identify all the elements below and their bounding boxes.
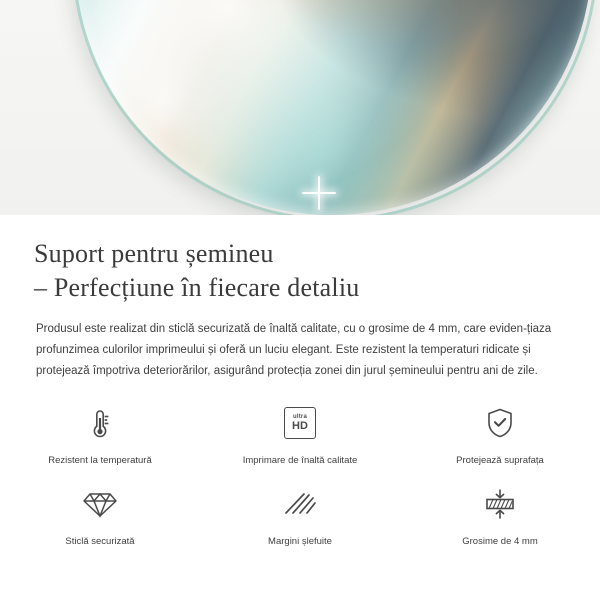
- feature-label: Grosime de 4 mm: [462, 536, 538, 547]
- feature-item-thickness: [400, 481, 600, 548]
- description-paragraph: Produsul este realizat din sticlă securizată de înaltă calitate, cu o grosime de 4 mm, care eviden-țiaza profunzimea culorilor imprimeului și oferă un luciu elegant. Este rezistent la temperaturi ridicate și protejează împotriva deteriorărilor, asigurând protecția zonei din jurul șemineului pentru ani de zile.: [36, 323, 552, 377]
- page-title: [0, 215, 600, 305]
- feature-item-surface-protection: [400, 400, 600, 467]
- feature-label: Imprimare de înaltă calitate: [242, 455, 358, 466]
- thermometer-icon: [77, 400, 123, 446]
- feature-label: Protejează suprafața: [456, 455, 544, 466]
- feature-item-tempered-glass: [0, 481, 200, 548]
- thickness-4mm-icon: [477, 481, 523, 527]
- ultra-hd-badge-bottom: HD: [292, 420, 308, 432]
- page-title-line-2: – Perfecțiune în fiecare detaliu: [34, 273, 360, 302]
- glass-plate-image: [72, 0, 592, 215]
- hero-product-image: [0, 0, 600, 215]
- feature-item-print-quality: [200, 400, 400, 467]
- ultra-hd-badge-top: ultra: [292, 414, 307, 420]
- feature-label: Margini șlefuite: [268, 536, 332, 547]
- polished-edges-icon: [277, 481, 323, 527]
- shield-check-icon: [477, 400, 523, 446]
- page-title-line-1: Suport pentru șemineu: [34, 239, 274, 268]
- diamond-icon: [77, 481, 123, 527]
- feature-label: Sticlă securizată: [65, 536, 135, 547]
- feature-grid: [0, 400, 600, 548]
- text-content: [0, 215, 600, 382]
- feature-item-temperature: [0, 400, 200, 467]
- ultra-hd-icon: [277, 400, 323, 446]
- feature-item-polished-edges: [200, 481, 400, 548]
- feature-label: Rezistent la temperatură: [48, 455, 152, 466]
